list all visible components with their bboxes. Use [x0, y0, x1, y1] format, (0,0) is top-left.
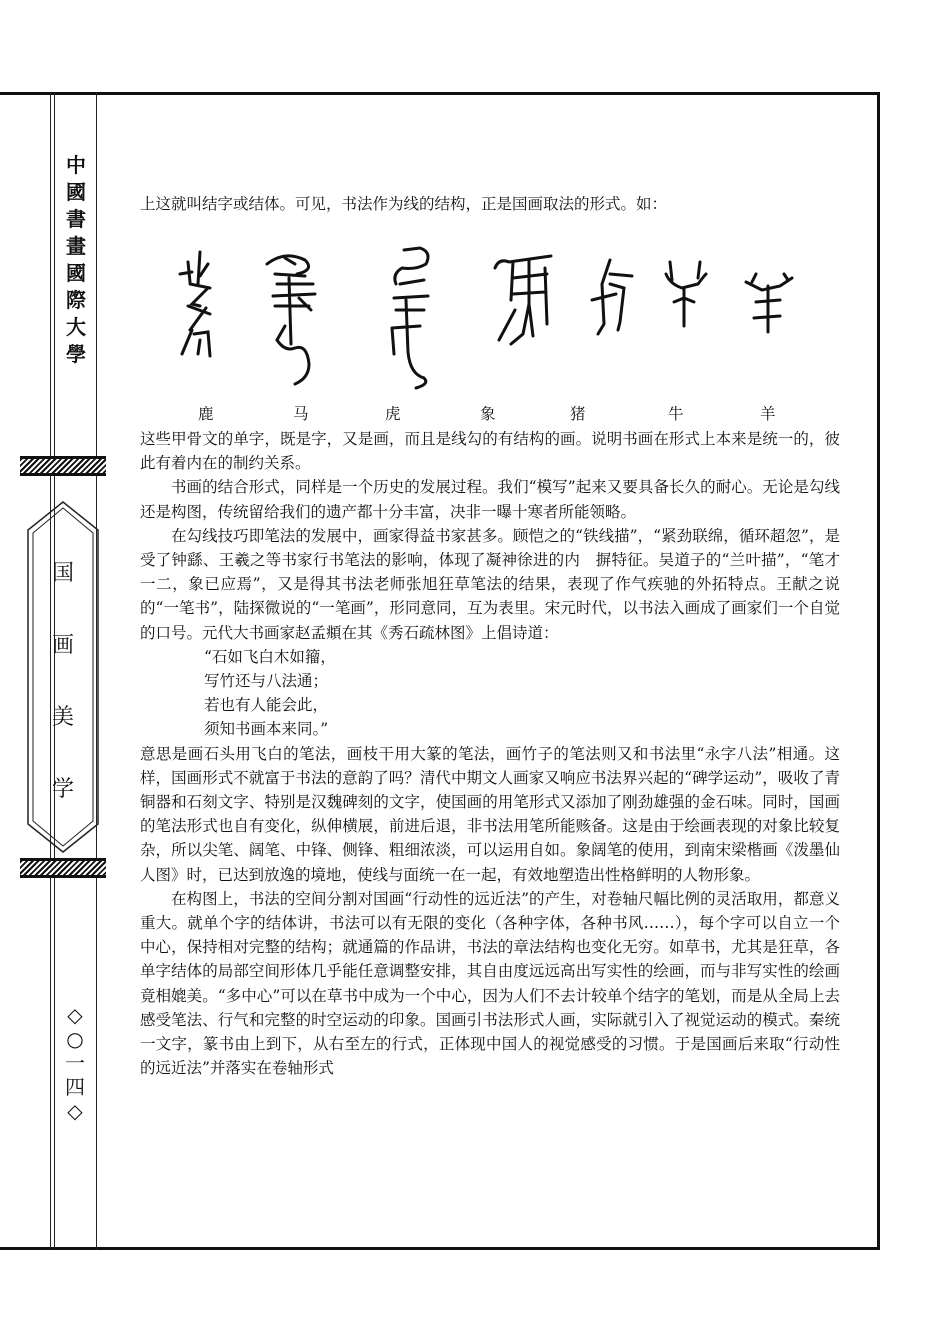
diamond-icon: ◇: [67, 1003, 83, 1027]
page-number-digit: 一: [65, 1051, 85, 1075]
sheep-glyph-image: [740, 244, 796, 344]
paragraph: 在构图上，书法的空间分割对国画“行动性的远近法”的产生，对卷轴尺幅比例的灵活取用，都意义重大。就单个字的结体讲，书法可以有无限的变化（各种字体，各种书风……），每个字可以自立一个中心，保持相对完整的结构；就通篇的作品讲，书法的章法结构也变化无穷。如草书，尤其是狂草，各单字结体的局部空间形体几乎能任意调整安排，其自由度远远高出写实性的绘画，而与非写实性的绘画竟相媲美。“多中心”可以在草书中成为一个中心，因为人们不去计较单个结字的笔划，而是从全局上去感受笔法、行气和完整的时空运动的印象。国画引书法形式人画，实际就引入了视觉运动的模式。秦统一文字，篆书由上到下，从右至左的行式，正体现中国人的视觉感受的习惯。于是国画后来取“行动性的远近法”并落实在卷轴形式: [140, 889, 840, 1078]
page-number-digit: 四: [65, 1075, 85, 1099]
series-title-char: 中: [66, 153, 86, 177]
decorative-band-top: [20, 456, 106, 476]
book-title-char: 美: [51, 705, 74, 730]
glyph-label: 猪: [570, 405, 586, 423]
paragraph: 书画的结合形式，同样是一个历史的发展过程。我们“模写”起来又要具备长久的耐心。无论是勾线还是构图，传统留给我们的遗产都十分丰富，决非一曝十寒者所能领略。: [140, 478, 840, 521]
series-title-char: 際: [66, 288, 86, 312]
paragraph: 意思是画石头用飞白的笔法，画枝干用大篆的笔法，画竹子的笔法则又和书法里“永字八法”相通。这样，国画形式不就富于书法的意韵了吗？清代中期文人画家又响应书法界兴起的“碑学运动”，吸收了青铜器和石刻文字、特别是汉魏碑刻的文字，使国画的用笔形式又添加了刚劲雄强的金石味。同时，国画的笔法形式也自有变化，纵伸横展，前进后退，非书法用笔所能赅备。这是由于绘画表现的对象比较复杂，所以尖笔、阔笔、中锋、侧锋、粗细浓淡，可以运用自如。象阔笔的使用，到南宋梁楷画《泼墨仙人图》时，已达到放逸的境地，使线与面统一在一起，有效地塑造出性格鲜明的人物形象。: [140, 744, 840, 884]
decorative-band-bottom: [20, 858, 106, 878]
glyph-label: 虎: [385, 405, 401, 423]
glyph-label: 象: [480, 405, 496, 423]
poem-line: “石如飞白木如籀，: [204, 647, 336, 666]
paragraph: 这些甲骨文的单字，既是字，又是画，而且是线勾的有结构的画。说明书画在形式上本来是统一的，彼此有着内在的制约关系。: [140, 430, 840, 473]
glyph-label: 鹿: [198, 405, 214, 423]
glyph-labels: [140, 402, 840, 426]
glyph-label: 马: [293, 405, 309, 423]
paragraph: 在勾线技巧即笔法的发展中，画家得益书家甚多。顾恺之的“铁线描”，“紧劲联绵，循环超忽”，是受了钟繇、王羲之等书家行书笔法的影响，体现了凝神徐进的内 摒特征。吴道子的“兰叶描”，“笔才一二，象已应焉”，又是得其书法老师张旭狂草笔法的结果，表现了作气疾驰的外拓特点。王献之说的“一笔书”，陆探微说的“一笔画”，形同意同，互为表里。宋元时代，以书法入画成了画家们一个自觉的口号。元代大书画家赵孟頫在其《秀石疏林图》上倡诗道：: [140, 526, 840, 642]
oracle-bone-glyphs: [140, 244, 840, 394]
glyph-label: 牛: [668, 405, 684, 423]
poem-line: 须知书画本来同。”: [204, 720, 329, 739]
intro-line: 上这就叫结字或结体。可见，书法作为线的结构，正是国画取法的形式。如：: [140, 195, 668, 213]
series-title-char: 國: [66, 261, 86, 285]
glyph-label: 羊: [760, 405, 776, 423]
tiger-glyph-image: [380, 244, 440, 394]
body-text: [140, 427, 840, 1080]
elephant-glyph-image: [485, 244, 565, 364]
book-title-char: 学: [51, 777, 74, 802]
series-title-char: 畫: [66, 234, 86, 258]
book-title-char: 国: [51, 561, 74, 586]
book-title-char: 画: [51, 633, 74, 658]
horse-glyph-image: [255, 244, 325, 394]
ox-glyph-image: [660, 244, 710, 334]
page-number-digit: ○: [66, 1027, 84, 1051]
series-title-char: 書: [66, 207, 86, 231]
series-title: [62, 152, 90, 368]
pig-glyph-image: [580, 244, 640, 344]
series-title-char: 學: [66, 342, 86, 366]
series-title-char: 大: [66, 315, 86, 339]
book-title-cartouche: [26, 500, 100, 854]
diamond-icon: ◇: [67, 1099, 83, 1123]
page-number: [60, 1003, 90, 1123]
poem-line: 若也有人能会此，: [204, 696, 329, 715]
series-title-char: 國: [66, 180, 86, 204]
deer-glyph-image: [170, 244, 230, 364]
poem-line: 写竹还与八法通；: [204, 672, 329, 691]
intro-text: [140, 192, 840, 216]
